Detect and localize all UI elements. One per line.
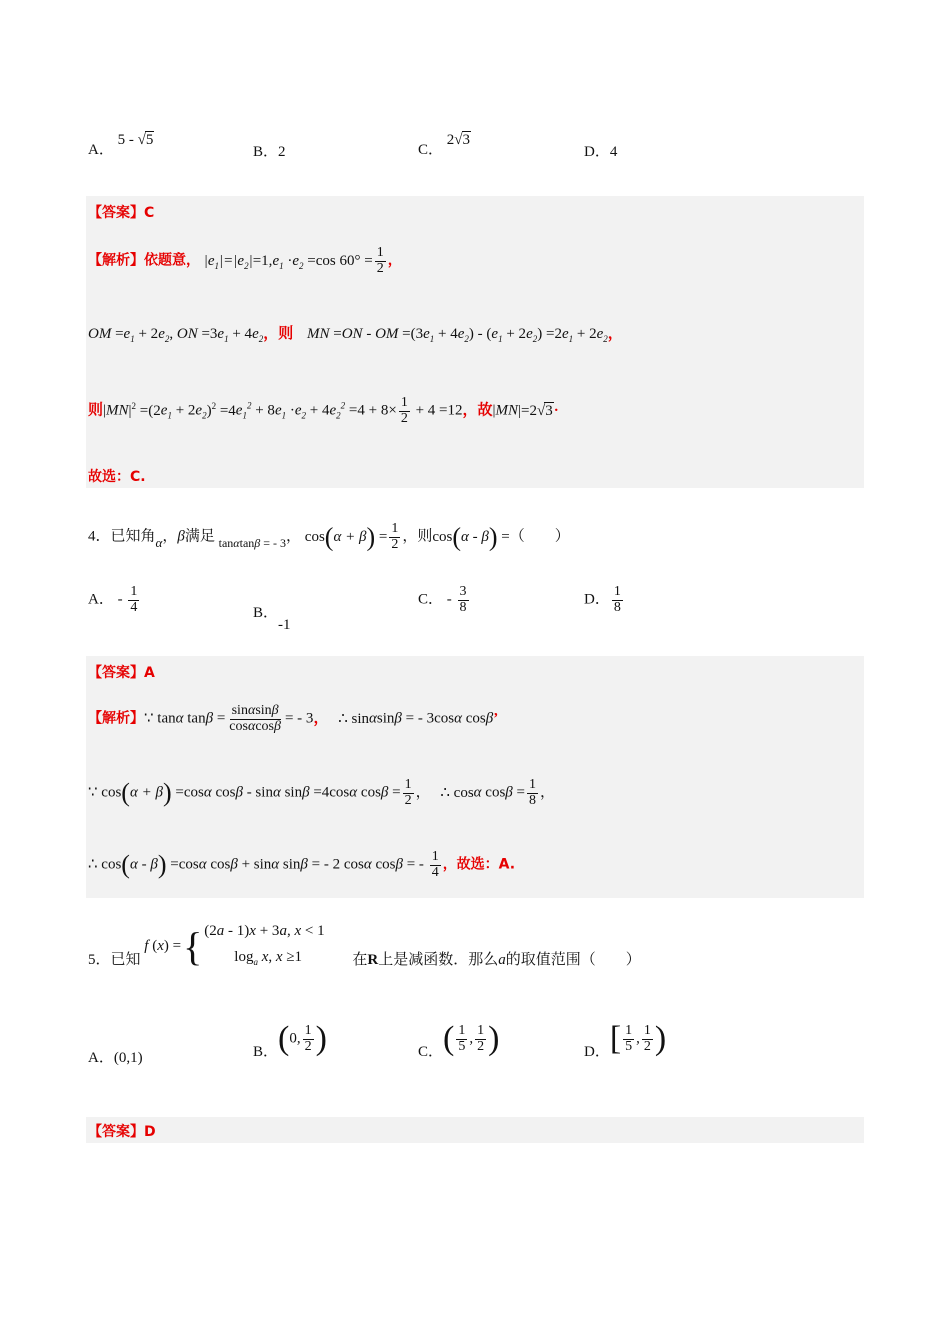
q5-option-b[interactable]: B．(0, $\frac{1}{2}$ ): [253, 1020, 327, 1061]
q3-choice: 故选：C.: [88, 469, 146, 485]
q5-option-c[interactable]: C．( $\frac{1}{5}$ , $\frac{1}{2}$ ): [418, 1020, 500, 1061]
q4-option-c[interactable]: C． - $\frac{3}{8}$: [418, 584, 467, 615]
q3-analysis-line2: OM $=e_1 + 2e_2$, ON $=3e_1 + 4e_2$，则 MN =ON - OM $=(3e_1 + 4e_2) - (e_1 + 2e_2) =2e_1 + 2e_2$，: [88, 326, 623, 344]
q5-solution-panel: [86, 1117, 864, 1143]
q4-condition2: cos(α + β) = $\frac{1}{2}$: [304, 521, 399, 552]
q4-condition1: tanαtanβ = - 3: [218, 535, 287, 550]
q3-option-c[interactable]: C． 2√3: [418, 132, 470, 158]
q5-option-a[interactable]: A．(0,1): [88, 1050, 143, 1066]
q5-function: f (x) = { (2a - 1)x + 3a, x < 1 $\log_a x$, x ≥1: [144, 918, 324, 975]
q4-answer: 【答案】A: [88, 665, 155, 681]
q4-option-d[interactable]: D． $\frac{1}{8}$: [584, 584, 621, 615]
q3-analysis-line3: 则$|MN|^2 =(2e_1 + 2e_2)^2 =4e_1^2 + 8e_1 \cdot e_2 + 4e_2^2 =4 + 8\times$ $\frac{1}{2}$ + 4 =12，故|MN|=2√3·: [88, 395, 559, 426]
q4-analysis-line3: ∴ cos(α - β) =cosα cosβ + sinα sinβ = - 2 cosα cosβ = - $\frac{1}{4}$ ，故选：A.: [88, 849, 516, 880]
q5-answer: 【答案】D: [88, 1124, 156, 1140]
q3-option-a[interactable]: A． 5 - √5: [88, 132, 154, 158]
q3-option-b[interactable]: B．2: [253, 144, 286, 160]
q3-option-d[interactable]: D．4: [584, 144, 618, 160]
q3-option-c-expr: 2√3: [446, 132, 470, 148]
q4-option-a[interactable]: A． - $\frac{1}{4}$: [88, 584, 138, 615]
q4-analysis-line1: 【解析】∵ tanα tanβ = $\frac{\sin\alpha\sin\beta}{\cos\alpha\cos\beta}$ = - 3， ∴ sinαsinβ = - 3cosα cosβ’: [88, 703, 499, 734]
q4-solution-panel: [86, 656, 864, 898]
q3-answer: 【答案】C: [88, 205, 155, 221]
q3-eq1: $|e_1|=|e_2|=1,e_1 \cdot e_2 =\cos$ 60° = $\frac{1}{2}$: [203, 245, 384, 276]
q4-target: cos(α - β) =: [432, 522, 510, 552]
q5-piece2: $\log_a x$, x ≥1: [234, 949, 303, 967]
q3-analysis-line1: 【解析】依题意， $|e_1|=|e_2|=1,e_1 \cdot e_2 =\cos$ 60° = $\frac{1}{2}$ ，: [88, 245, 402, 276]
q4-stem: 4．已知角α，β满足 $_{tan\alpha tan\beta = - 3}$， cos(α + β) = $\frac{1}{2}$ ，则cos(α - β) =（ ）: [88, 521, 570, 552]
q4-analysis-line2: ∵ cos(α + β) =cosα cosβ - sinα sinβ =4cosα cosβ = $\frac{1}{2}$ ， ∴ cosα cosβ = $\frac{1}{8}$ ，: [88, 777, 556, 808]
q5-stem: 5．已知 f (x) = { (2a - 1)x + 3a, x < 1 $\log_a x$, x ≥1 在R上是减函数．那么a的取值范围（ ）: [88, 918, 641, 975]
q4-option-b[interactable]: B．-1: [253, 605, 291, 633]
q5-option-d[interactable]: D．[ $\frac{1}{5}$ , $\frac{1}{2}$ ): [584, 1020, 667, 1061]
q3-option-a-expr: 5 - √5: [117, 132, 154, 148]
q5-piece1: (2a - 1)x + 3a, x < 1: [204, 923, 325, 939]
q3-solution-panel: [86, 196, 864, 488]
